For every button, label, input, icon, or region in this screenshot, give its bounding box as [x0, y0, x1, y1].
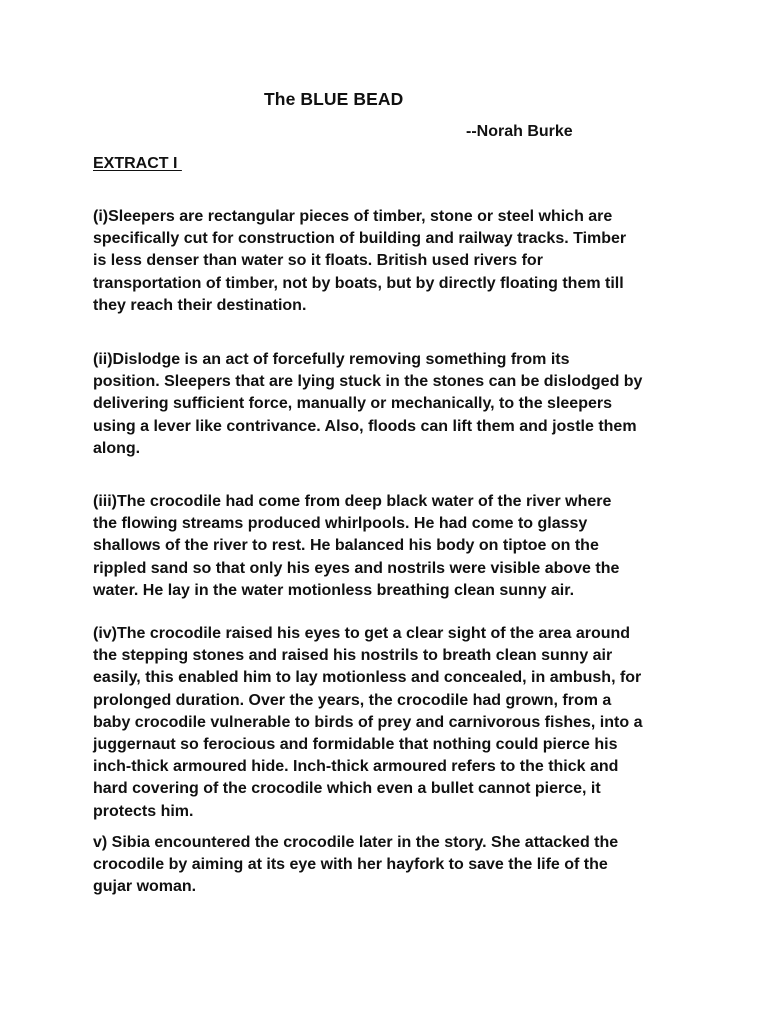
author-line: --Norah Burke — [466, 123, 573, 140]
paragraph-v: v) Sibia encountered the crocodile later in the story. She attacked the crocodile by aiming at its eye with her hayfork to save the life of the gujar woman. — [93, 834, 619, 896]
extract-heading: EXTRACT I — [93, 155, 182, 172]
paragraph-i: (i)Sleepers are rectangular pieces of timber, stone or steel which are specifically cut for construction of building and railway tracks. Timber is less denser than water so it floats. British used rivers for transportation of timber, not by boats, but by directly floating them till they reach their destination. — [93, 208, 627, 314]
paragraph-iii: (iii)The crocodile had come from deep black water of the river where the flowing streams produced whirlpools. He had come to glassy shallows of the river to rest. He balanced his body on tiptoe on the rippled sand so that only his eyes and nostrils were visible above the water. He lay in the water motionless breathing clean sunny air. — [93, 493, 620, 599]
paragraph-iv: (iv)The crocodile raised his eyes to get a clear sight of the area around the stepping stones and raised his nostrils to breath clean sunny air easily, this enabled him to lay motionless and concealed, in ambush, for prolonged duration. Over the years, the crocodile had grown, from a baby crocodile vulnerable to birds of prey and carnivorous fishes, into a juggernaut so ferocious and formidable that nothing could pierce his inch-thick armoured hide. Inch-thick armoured refers to the thick and hard covering of the crocodile which even a bullet cannot pierce, it protects him. — [93, 625, 643, 820]
document-title: The BLUE BEAD — [264, 89, 404, 109]
paragraph-ii: (ii)Dislodge is an act of forcefully removing something from its position. Sleepers that are lying stuck in the stones can be dislodged by delivering sufficient force, manually or mechanically, to the sleepers using a lever like contrivance. Also, floods can lift them and jostle them along. — [93, 351, 643, 457]
